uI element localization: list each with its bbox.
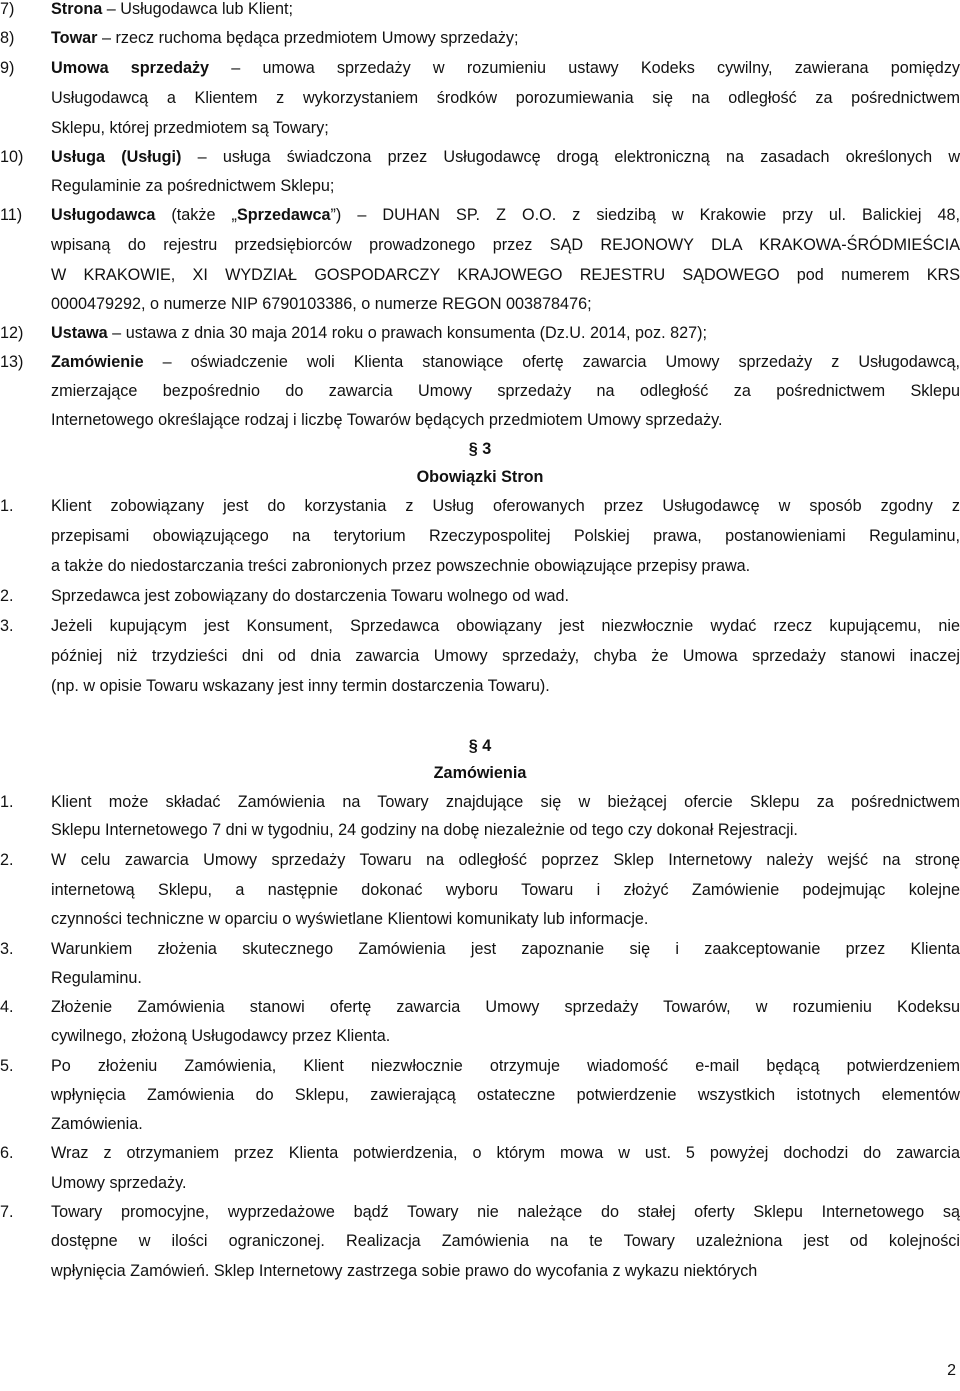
list-item-continuation [0,964,960,992]
item-number: 7) [0,0,15,18]
list-item-continuation [0,1169,960,1197]
list-item [0,582,960,610]
definition-text: DUHAN SP. Z O.O. z siedzibą w Krakowie przy ul. Balickiej 48, [382,206,960,224]
definition-text: umowa sprzedaży w rozumieniu ustawy Kodeks cywilny, zawierana pomiędzy [262,59,960,77]
defined-term: Usługodawca [51,206,156,224]
defined-term: Umowa sprzedaży [51,59,210,77]
list-item-text: Wraz z otrzymaniem przez Klienta potwierdzenia, o którym mowa w ust. 5 powyżej dochodzi do zawarcia [51,1144,960,1162]
item-number: 9) [0,59,15,77]
list-item-continuation [0,552,960,580]
item-number: 11) [0,206,23,224]
definition-text: W KRAKOWIE, XI WYDZIAŁ GOSPODARCZY KRAJOWEGO REJESTRU SĄDOWEGO pod numerem KRS [51,266,960,284]
definition-9: 9) Umowa sprzedaży – umowa sprzedaży w rozumieniu ustawy Kodeks cywilny, zawierana pomiędzy [0,54,960,82]
defined-term: Towar [51,29,98,47]
list-item [0,788,960,816]
list-item-text: wpłynięcia Zamówień. Sklep Internetowy zastrzega sobie prawo do wycofania z wykazu niektórych [51,1262,758,1280]
list-item-text: a także do niedostarczania treści zabronionych przez powszechnie obowiązujące przepisy prawa. [51,557,751,575]
page-number: 2 [947,1362,956,1379]
list-item-text: Po złożeniu Zamówienia, Klient niezwłocznie otrzymuje wiadomość e-mail będącą potwierdzeniem [51,1057,960,1075]
list-item-text: Regulaminu. [51,969,142,987]
list-item [0,846,960,874]
list-item-text: dostępne w ilości ograniczonej. Realizacja Zamówienia na te Towary uzależniona jest od kolejności [51,1232,960,1250]
definition-11: 11) Usługodawca (także „Sprzedawca”) – DUHAN SP. Z O.O. z siedzibą w Krakowie przy ul. Balickiej 48, [0,201,960,229]
item-number: 3. [0,940,14,958]
definition-13: 13) Zamówienie – oświadczenie woli Klienta stanowiące ofertę zawarcia Umowy sprzedaży z Usługodawcą, [0,348,960,376]
list-item-continuation [0,672,960,700]
definition-text: Internetowego określające rodzaj i liczbę Towarów będących przedmiotem Umowy sprzedaży. [51,411,723,429]
definition-text: zmierzające bezpośrednio do zawarcia Umowy sprzedaży na odległość za pośrednictwem Sklepu [51,382,960,400]
section-4-title: Zamówienia [433,764,527,782]
definition-8: 8) Towar – rzecz ruchoma będąca przedmiotem Umowy sprzedaży; [0,24,960,52]
item-number: 2. [0,851,14,869]
item-number: 3. [0,617,14,635]
item-number: 12) [0,324,24,342]
list-item-continuation [0,1022,960,1050]
item-number: 13) [0,353,24,371]
list-item-text: czynności techniczne w oparciu o wyświetlane Klientowi komunikaty lub informacje. [51,910,649,928]
list-item-text: przepisami obowiązującego na terytorium Rzeczypospolitej Polskiej prawa, postanowieniami Regulaminu, [51,527,960,545]
list-item [0,1198,960,1226]
item-number: 10) [0,148,24,166]
list-item-text: później niż trzydzieści dni od dnia zawarcia Umowy sprzedaży, chyba że Umowa sprzedaży stanowi inaczej [51,647,960,665]
definition-10: 10) Usługa (Usługi) – usługa świadczona przez Usługodawcę drogą elektroniczną na zasadach określonych w [0,143,960,171]
list-item-continuation [0,876,960,904]
list-item-text: Sklepu Internetowego 7 dni w tygodniu, 24 godziny na dobę niezależnie od tego czy dokonał Rejestracji. [51,821,798,839]
list-item-text: Umowy sprzedaży. [51,1174,187,1192]
list-item-text: cywilnego, złożoną Usługodawcy przez Klienta. [51,1027,391,1045]
defined-term: Zamówienie [51,353,144,371]
definition-text: usługa świadczona przez Usługodawcę drogą elektroniczną na zasadach określonych w [222,148,960,166]
defined-term: Strona [51,0,103,18]
list-item-continuation [0,905,960,933]
list-item-continuation [0,1081,960,1109]
definition-text: Usługodawcą a Klientem z wykorzystaniem środków porozumiewania się na odległość za pośrednictwem [51,89,960,107]
list-item-text: (np. w opisie Towaru wskazany jest inny termin dostarczenia Towaru). [51,677,550,695]
definition-text: rzecz ruchoma będąca przedmiotem Umowy sprzedaży; [115,29,519,47]
item-number: 1. [0,497,14,515]
item-number: 8) [0,29,15,47]
definition-text: oświadczenie woli Klienta stanowiące ofertę zawarcia Umowy sprzedaży z Usługodawcą, [190,353,960,371]
list-item-text: Złożenie Zamówienia stanowi ofertę zawarcia Umowy sprzedaży Towarów, w rozumieniu Kodeksu [51,998,960,1016]
item-number: 5. [0,1057,14,1075]
definition-text: Sklepu, której przedmiotem są Towary; [51,119,329,137]
list-item-text: Warunkiem złożenia skutecznego Zamówienia jest zapoznanie się i zaakceptowanie przez Klienta [51,940,960,958]
item-number: 6. [0,1144,14,1162]
definition-12: 12) Ustawa – ustawa z dnia 30 maja 2014 roku o prawach konsumenta (Dz.U. 2014, poz. 827); [0,319,960,347]
item-number: 1. [0,793,14,811]
list-item-text: Klient zobowiązany jest do korzystania z Usług oferowanych przez Usługodawcę w sposób zgodny z [51,497,960,515]
list-item-text: Jeżeli kupującym jest Konsument, Sprzedawca obowiązany jest niezwłocznie wydać rzecz kupującemu, nie [51,617,960,635]
definition-text: Usługodawca lub Klient; [120,0,294,18]
list-item-text: wpłynięcia Zamówienia do Sklepu, zawierającą ostateczne potwierdzenie wszystkich istotnych elementów [51,1086,960,1104]
list-item-text: Zamówienia. [51,1115,143,1133]
list-item [0,935,960,963]
definition-text: Regulaminie za pośrednictwem Sklepu; [51,177,335,195]
list-item-text: Sprzedawca jest zobowiązany do dostarczenia Towaru wolnego od wad. [51,587,570,605]
list-item-continuation [0,1227,960,1255]
list-item [0,492,960,520]
item-number: 7. [0,1203,14,1221]
definition-text: wpisaną do rejestru przedsiębiorców prowadzonego przez SĄD REJONOWY DLA KRAKOWA-ŚRÓDMIEŚCIA [51,236,960,254]
section-3-title: Obowiązki Stron [416,468,544,486]
definition-text: ustawa z dnia 30 maja 2014 roku o prawach konsumenta (Dz.U. 2014, poz. 827); [125,324,707,342]
list-item-continuation [0,1110,960,1138]
definition-text: 0000479292, o numerze NIP 6790103386, o numerze REGON 003878476; [51,295,592,313]
defined-term: Ustawa [51,324,108,342]
list-item-text: W celu zawarcia Umowy sprzedaży Towaru na odległość poprzez Sklep Internetowy należy wejść na stronę [51,851,960,869]
item-number: 4. [0,998,14,1016]
list-item [0,993,960,1021]
list-item-continuation [0,642,960,670]
defined-term: Usługa [51,148,105,166]
list-item-text: Klient może składać Zamówienia na Towary znajdujące się w bieżącej ofercie Sklepu za pośrednictwem [51,793,960,811]
section-4-number: § 4 [468,737,492,755]
list-item [0,612,960,640]
list-item-text: internetową Sklepu, a następnie dokonać wyboru Towaru i złożyć Zamówienie podejmując kolejne [51,881,960,899]
list-item-continuation [0,522,960,550]
definition-7: 7) Strona – Usługodawca lub Klient; [0,0,960,23]
list-item-continuation [0,1257,960,1285]
item-number: 2. [0,587,14,605]
list-item [0,1052,960,1080]
list-item-continuation [0,816,960,844]
list-item-text: Towary promocyjne, wyprzedażowe bądź Towary nie należące do stałej oferty Sklepu Internetowego są [51,1203,960,1221]
section-3-number: § 3 [468,440,492,458]
list-item [0,1139,960,1167]
